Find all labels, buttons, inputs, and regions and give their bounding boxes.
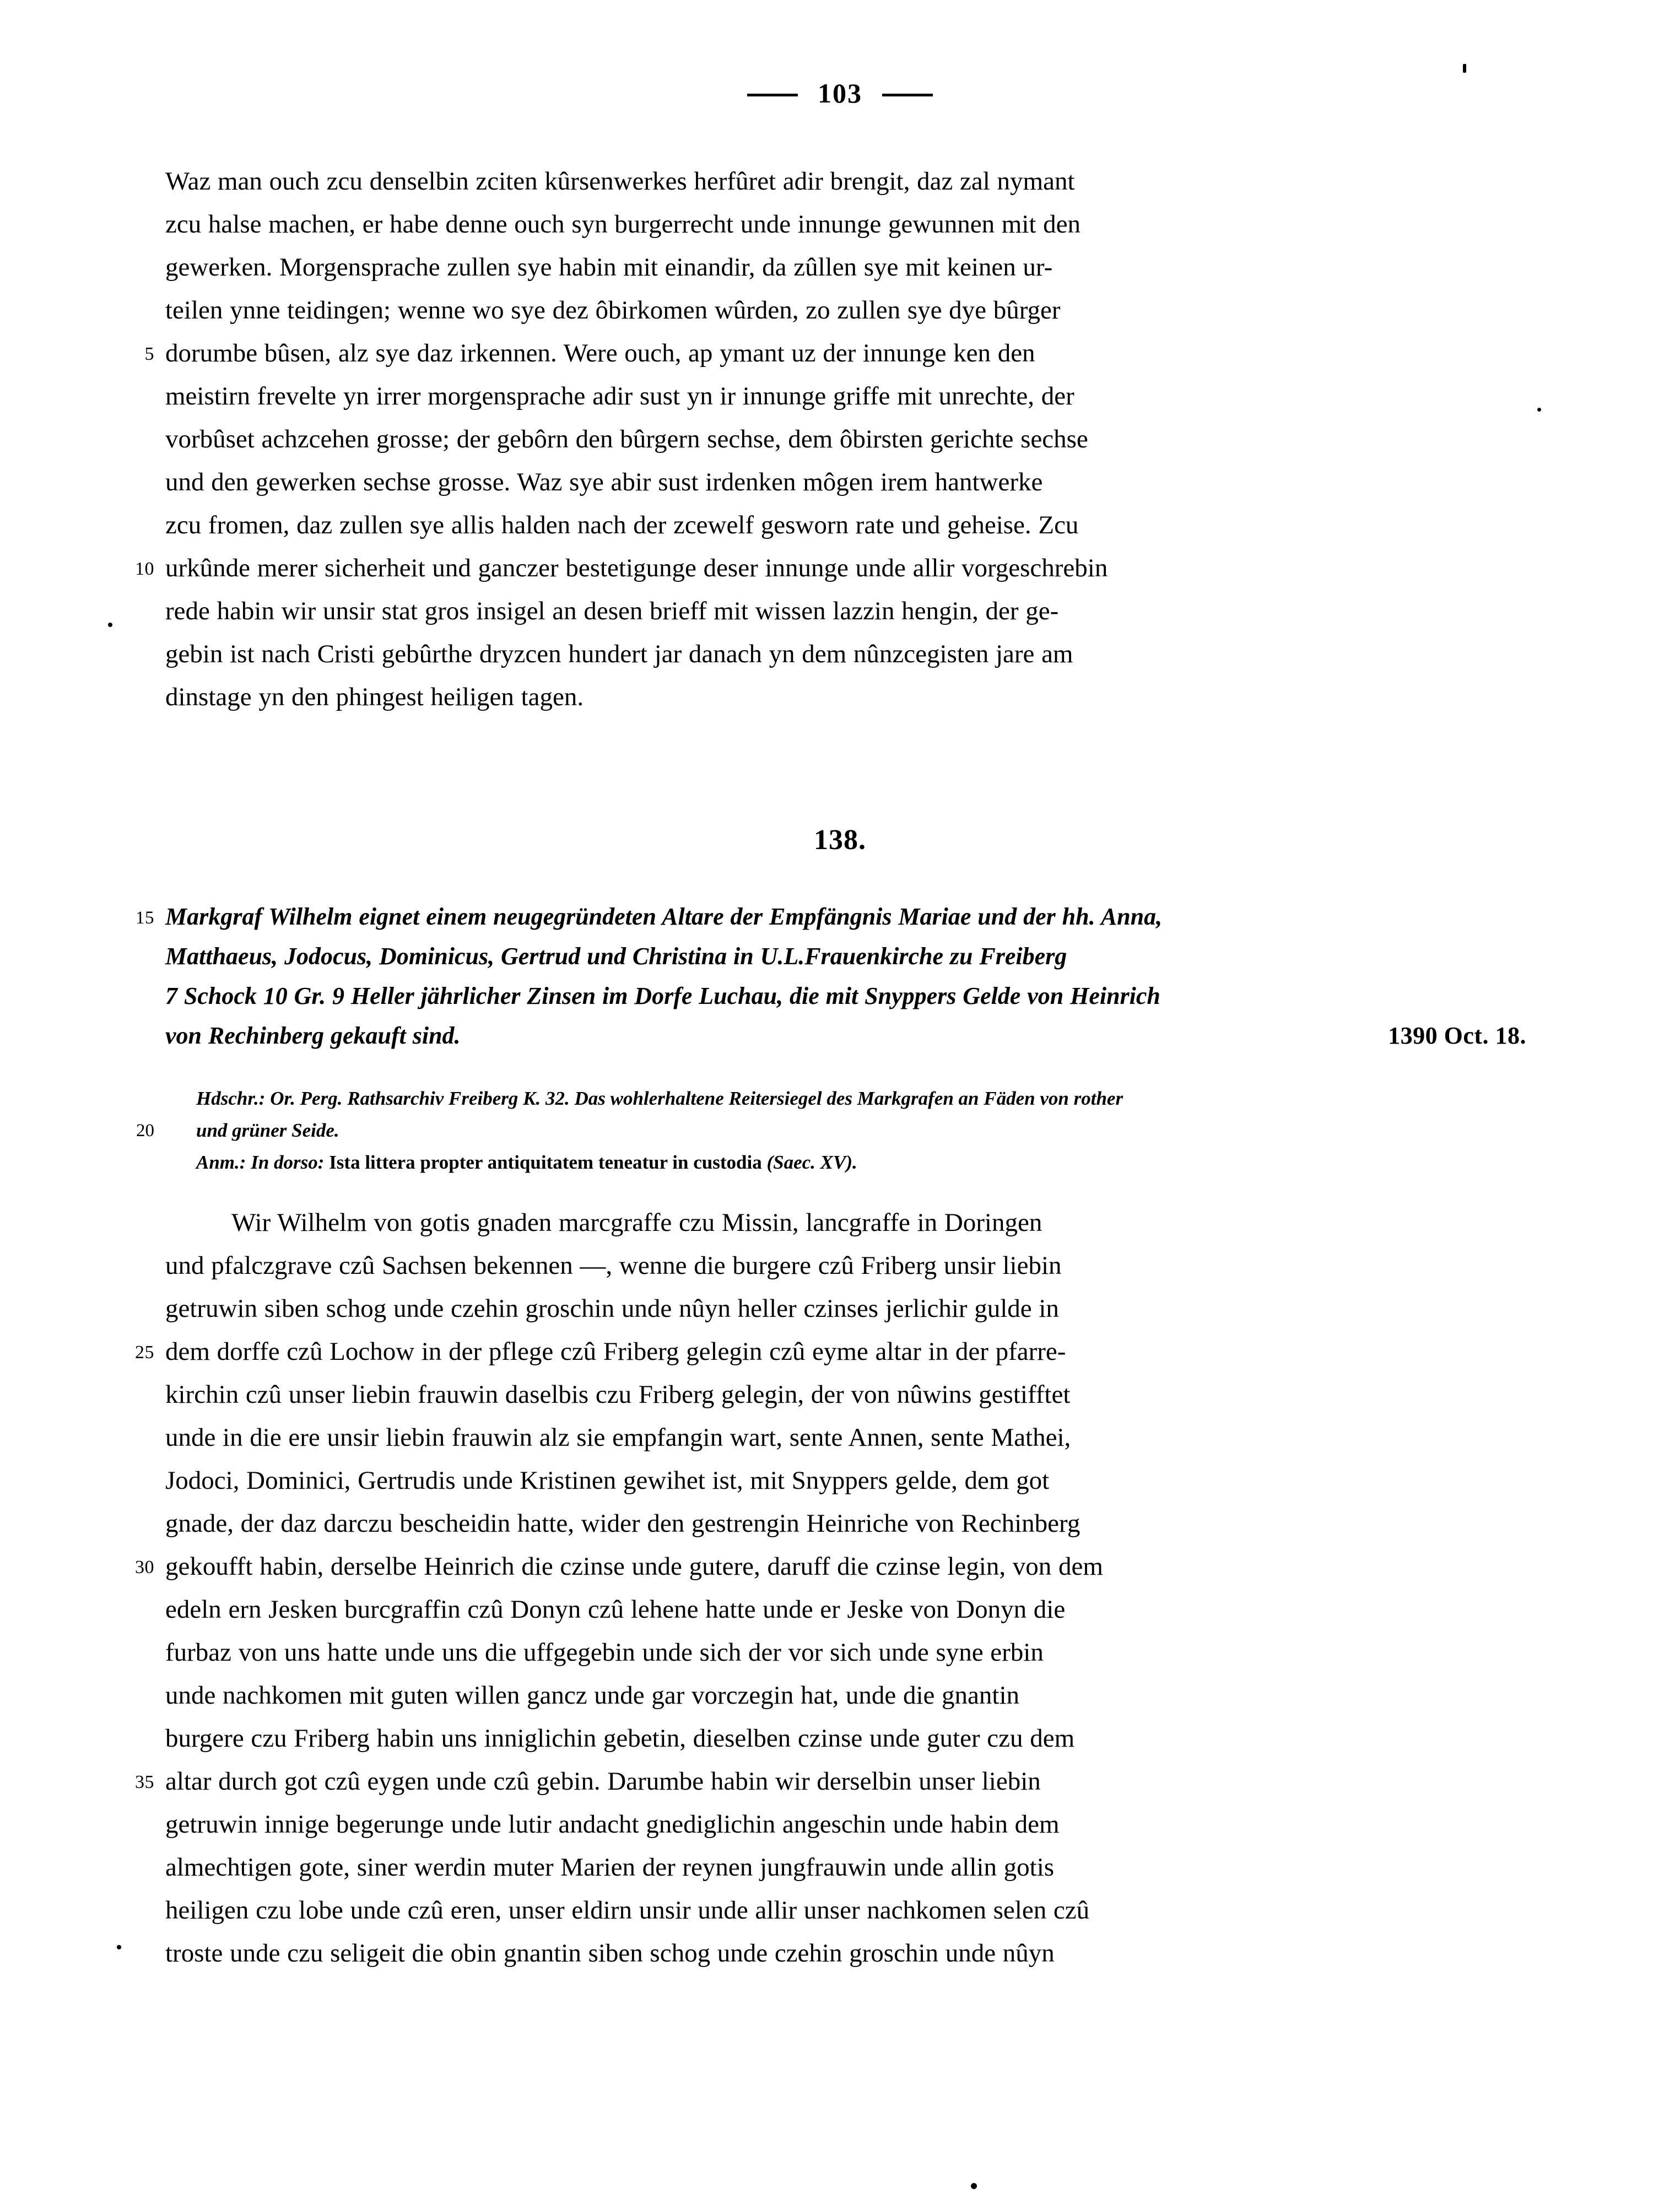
line-text: Wir Wilhelm von gotis gnaden marcgraffe czu Missin, lancgraffe in Doringen: [231, 1208, 1042, 1237]
line-text: vorbûset achzcehen grosse; der gebôrn den bûrgern sechse, dem ôbirsten gerichte sechse: [165, 425, 1088, 453]
text-line: [165, 1588, 1526, 1631]
line-number: 15: [136, 908, 154, 928]
text-line: [165, 1932, 1526, 1975]
text-line: [165, 1244, 1526, 1287]
regest-block: [136, 897, 1526, 1056]
text-line: [165, 289, 1526, 332]
line-text: burgere czu Friberg habin uns inniglichin gebetin, dieselben czinse unde guter czu dem: [165, 1724, 1075, 1753]
line-text: getruwin siben schog unde czehin groschin unde nûyn heller czinses jerlichir gulde in: [165, 1294, 1059, 1323]
text-line: [165, 1717, 1526, 1760]
line-text: und pfalczgrave czû Sachsen bekennen —, wenne die burgere czû Friberg unsir liebin: [165, 1251, 1062, 1280]
note-line: [136, 1115, 1526, 1147]
line-number: 30: [135, 1557, 154, 1577]
line-text: heiligen czu lobe unde czû eren, unser eldirn unsir unde allir unser nachkomen selen czû: [165, 1896, 1090, 1925]
text-line: [135, 1760, 1526, 1803]
line-text: Matthaeus, Jodocus, Dominicus, Gertrud und Christina in U.L.Frauenkirche zu Freiberg: [165, 943, 1067, 970]
line-text: unde in die ere unsir liebin frauwin alz sie empfangin wart, sente Annen, sente Mathei,: [165, 1423, 1071, 1452]
line-text: Markgraf Wilhelm eignet einem neugegründeten Altare der Empfängnis Mariae und der hh. Anna,: [165, 903, 1163, 930]
line-text: rede habin wir unsir stat gros insigel an desen brieff mit wissen lazzin hengin, der ge-: [165, 597, 1059, 625]
line-text: gnade, der daz darczu bescheidin hatte, wider den gestrengin Heinriche von Rechinberg: [165, 1509, 1081, 1538]
line-text: teilen ynne teidingen; wenne wo sye dez ôbirkomen wûrden, zo zullen sye dye bûrger: [165, 296, 1061, 325]
line-text: zcu fromen, daz zullen sye allis halden nach der zcewelf gesworn rate und geheise. Zcu: [165, 511, 1079, 539]
text-line: [136, 897, 1526, 937]
line-text: dorumbe bûsen, alz sye daz irkennen. Were ouch, ap ymant uz der innunge ken den: [165, 339, 1035, 368]
text-line: [165, 504, 1526, 547]
text-line: [165, 1889, 1526, 1932]
line-text: edeln ern Jesken burcgraffin czû Donyn czû lehene hatte unde er Jeske von Donyn die: [165, 1595, 1066, 1624]
line-text: gekoufft habin, derselbe Heinrich die czinse unde gutere, daruff die czinse legin, von dem: [165, 1552, 1103, 1581]
text-line: [165, 160, 1526, 203]
text-line: [165, 676, 1526, 718]
text-line: [165, 976, 1526, 1016]
note-text: und grüner Seide.: [196, 1120, 339, 1141]
line-text: meistirn frevelte yn irrer morgensprache adir sust yn ir innunge griffe mit unrechte, der: [165, 382, 1074, 410]
line-number: 10: [135, 559, 154, 579]
text-line: [165, 590, 1526, 633]
text-line: [165, 1016, 1526, 1056]
line-text: getruwin innige begerunge unde lutir andacht gnediglichin angeschin unde habin dem: [165, 1810, 1060, 1839]
line-text: gebin ist nach Cristi gebûrthe dryzcen hundert jar danach yn dem nûnzcegisten jare am: [165, 640, 1073, 668]
line-text: Jodoci, Dominici, Gertrudis unde Kristinen gewihet ist, mit Snyppers gelde, dem got: [165, 1466, 1050, 1495]
note-text: In dorso: Ista littera propter antiquitatem teneatur in custodia (Saec. XV).: [246, 1152, 857, 1173]
note-line: [165, 1147, 1526, 1179]
text-line: [165, 461, 1526, 504]
line-text: Waz man ouch zcu denselbin zciten kûrsenwerkes herfûret adir brengit, daz zal nymant: [165, 167, 1075, 196]
line-number: 20: [136, 1121, 154, 1141]
scan-speck: [1537, 408, 1541, 412]
text-line: [135, 1330, 1526, 1373]
line-text: 7 Schock 10 Gr. 9 Heller jährlicher Zinsen im Dorfe Luchau, die mit Snyppers Gelde von Heinrich: [165, 982, 1160, 1009]
scan-speck: [971, 2183, 977, 2189]
text-line: [165, 633, 1526, 676]
scan-speck: [1463, 64, 1466, 73]
charter-date: 1390 Oct. 18.: [1388, 1022, 1526, 1049]
text-line: [165, 1416, 1526, 1459]
line-number: 5: [144, 344, 154, 364]
line-text: von Rechinberg gekauft sind.: [165, 1022, 461, 1049]
line-number: 35: [135, 1772, 154, 1792]
head-rule-left: [747, 94, 798, 96]
text-line: [165, 937, 1526, 976]
note-text: Or. Perg. Rathsarchiv Freiberg K. 32. Das wohlerhaltene Reitersiegel des Markgrafen an Fäden von rother: [265, 1088, 1123, 1109]
text-line: [165, 375, 1526, 418]
text-line: [144, 332, 1526, 375]
text-line: [165, 1502, 1526, 1545]
text-line: [165, 418, 1526, 461]
text-line: [165, 1846, 1526, 1889]
line-text: troste unde czu seligeit die obin gnantin siben schog unde czehin groschin unde nûyn: [165, 1939, 1055, 1968]
text-line: [165, 1803, 1526, 1846]
line-text: gewerken. Morgensprache zullen sye habin mit einandir, da zûllen sye mit keinen ur-: [165, 253, 1053, 282]
line-number: 25: [135, 1342, 154, 1363]
head-rule-right: [882, 94, 933, 96]
text-line: [165, 203, 1526, 246]
scan-speck: [117, 1945, 121, 1949]
line-text: dinstage yn den phingest heiligen tagen.: [165, 683, 584, 711]
note-line: [165, 1083, 1526, 1115]
source-notes-block: [136, 1083, 1526, 1179]
note-label: Anm.:: [196, 1152, 246, 1173]
line-text: unde nachkomen mit guten willen gancz unde gar vorczegin hat, unde die gnantin: [165, 1681, 1020, 1710]
text-line: [135, 1545, 1526, 1588]
text-line: [165, 1287, 1526, 1330]
line-text: furbaz von uns hatte unde uns die uffgegebin unde sich der vor sich unde syne erbin: [165, 1638, 1044, 1667]
text-line: [165, 1201, 1526, 1244]
line-text: altar durch got czû eygen unde czû gebin. Darumbe habin wir derselbin unser liebin: [165, 1767, 1041, 1796]
charter-text-block-1: [135, 160, 1526, 718]
text-line: [165, 1631, 1526, 1674]
text-line: [165, 1459, 1526, 1502]
scan-speck: [108, 623, 112, 627]
page-number: 103: [818, 78, 862, 109]
line-text: almechtigen gote, siner werdin muter Marien der reynen jungfrauwin unde allin gotis: [165, 1853, 1055, 1882]
running-head: [0, 77, 1680, 109]
text-line: [135, 547, 1526, 590]
line-text: urkûnde merer sicherheit und ganczer bestetigunge deser innunge unde allir vorgeschrebin: [165, 554, 1108, 582]
charter-text-block-2: [135, 1201, 1526, 1975]
note-label: Hdschr.:: [196, 1088, 266, 1109]
line-text: dem dorffe czû Lochow in der pflege czû Friberg gelegin czû eyme altar in der pfarre-: [165, 1337, 1066, 1366]
line-text: kirchin czû unser liebin frauwin daselbis czu Friberg gelegin, der von nûwins gestifftet: [165, 1380, 1071, 1409]
line-text: und den gewerken sechse grosse. Waz sye abir sust irdenken môgen irem hantwerke: [165, 468, 1043, 496]
document-number-heading: 138.: [814, 824, 866, 856]
text-line: [165, 246, 1526, 289]
text-line: [165, 1674, 1526, 1717]
text-line: [165, 1373, 1526, 1416]
line-text: zcu halse machen, er habe denne ouch syn burgerrecht unde innunge gewunnen mit den: [165, 210, 1081, 239]
